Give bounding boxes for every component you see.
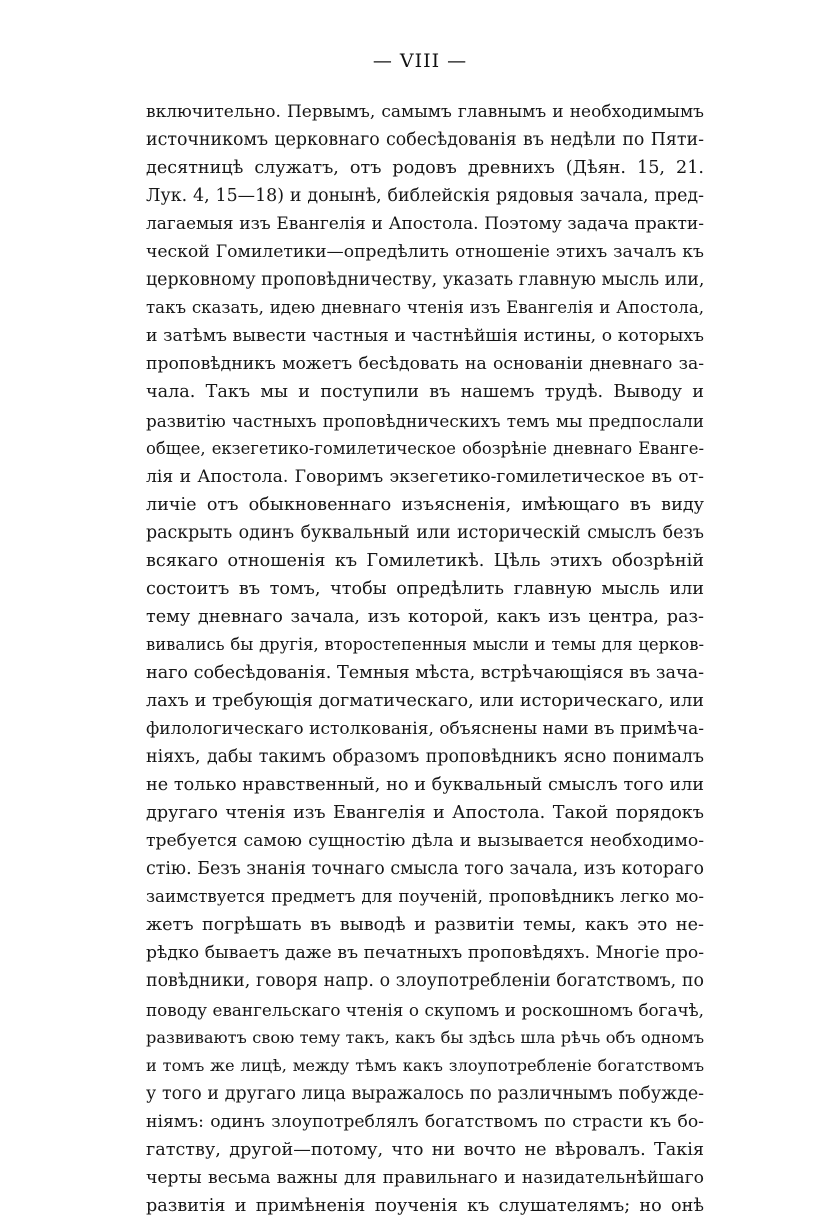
text-line: такъ сказать, идею дневнаго чтенія изъ Евангелія и Апостола, [146,298,704,318]
text-line: не только нравственный, но и буквальный смыслъ того или [146,775,704,796]
text-line: жетъ погрѣшать въ выводѣ и развитіи темы, какъ это не- [146,915,704,936]
text-line: источникомъ церковнаго собесѣдованія въ недѣли по Пяти- [146,130,704,151]
text-line: раскрыть одинъ буквальный или историческій смыслъ безъ [146,522,704,543]
text-line: другаго чтенія изъ Евангелія и Апостола. Такой порядокъ [146,803,704,824]
text-line: поводу евангельскаго чтенія о скупомъ и роскошномъ богачѣ, [146,999,704,1020]
text-line: филологическаго истолкованія, объяснены нами въ примѣча- [146,719,704,740]
text-line: рѣдко бываетъ даже въ печатныхъ проповѣдяхъ. Многіе про- [146,943,704,964]
text-line: состоитъ въ томъ, чтобы опредѣлить главную мысль или [146,578,704,599]
text-line: ческой Гомилетики—опредѣлить отношеніе этихъ зачалъ къ [146,242,704,263]
text-line: требуется самою сущностію дѣла и вызывается необходимо- [146,831,704,852]
text-line: церковному проповѣдничеству, указать главную мысль или, [146,270,705,291]
text-line: тему дневнаго зачала, изъ которой, какъ изъ центра, раз- [146,606,704,627]
text-line: проповѣдникъ можетъ бесѣдовать на основаніи дневнаго за- [146,354,704,375]
text-line: десятницѣ служатъ, отъ родовъ древнихъ (Дѣян. 15, 21. [146,158,704,179]
text-line: у того и другаго лица выражалось по различнымъ побужде- [146,1083,704,1104]
text-line: стію. Безъ знанія точнаго смысла того зачала, изъ котораго [146,859,704,880]
page-number: — VIII — [372,50,468,72]
text-line: чала. Такъ мы и поступили въ нашемъ трудѣ. Выводу и [146,382,704,403]
text-line: включительно. Первымъ, самымъ главнымъ и необходимымъ [146,102,704,122]
text-line: развиваютъ свою тему такъ, какъ бы здѣсь шла рѣчь объ одномъ [146,1027,704,1047]
body-text [146,98,704,1220]
text-line: Лук. 4, 15—18) и донынѣ, библейскія рядовыя зачала, пред- [146,186,704,207]
text-line: развитія и примѣненія поученія къ слушателямъ; но онѣ [146,1195,704,1216]
text-line: и затѣмъ вывести частныя и частнѣйшія истины, о которыхъ [146,326,704,347]
text-line: гатству, другой—потому, что ни вочто не вѣровалъ. Такія [146,1139,704,1160]
text-line: общее, екзегетико-гомилетическое обозрѣніе дневнаго Еванге- [146,438,704,458]
text-line: вивались бы другія, второстепенныя мысли и темы для церков- [146,634,704,654]
text-line: черты весьма важны для правильнаго и назидательнѣйшаго [146,1167,704,1188]
text-line: заимствуется предметъ для поученій, проповѣдникъ легко мо- [146,887,704,907]
text-line: лагаемыя изъ Евангелія и Апостола. Поэтому задача практи- [146,214,704,235]
text-line: всякаго отношенія къ Гомилетикѣ. Цѣль этихъ обозрѣній [146,550,704,571]
text-line: развитію частныхъ проповѣдническихъ темъ мы предпослали [146,410,704,431]
text-line: лія и Апостола. Говоримъ экзегетико-гомилетическое въ от- [146,466,704,487]
text-line: лахъ и требующія догматическаго, или историческаго, или [146,690,704,711]
text-line: ніямъ: одинъ злоупотреблялъ богатствомъ по страсти къ бо- [146,1111,704,1132]
text-line: и томъ же лицѣ, между тѣмъ какъ злоупотребленіе богатствомъ [146,1055,704,1075]
text-line: повѣдники, говоря напр. о злоупотребленіи богатствомъ, по [146,971,704,992]
text-line: ніяхъ, дабы такимъ образомъ проповѣдникъ ясно понималъ [146,747,704,768]
text-line: наго собесѣдованія. Темныя мѣста, встрѣчающіяся въ зача- [146,662,705,683]
text-line: личіе отъ обыкновеннаго изъясненія, имѣющаго въ виду [146,494,704,515]
